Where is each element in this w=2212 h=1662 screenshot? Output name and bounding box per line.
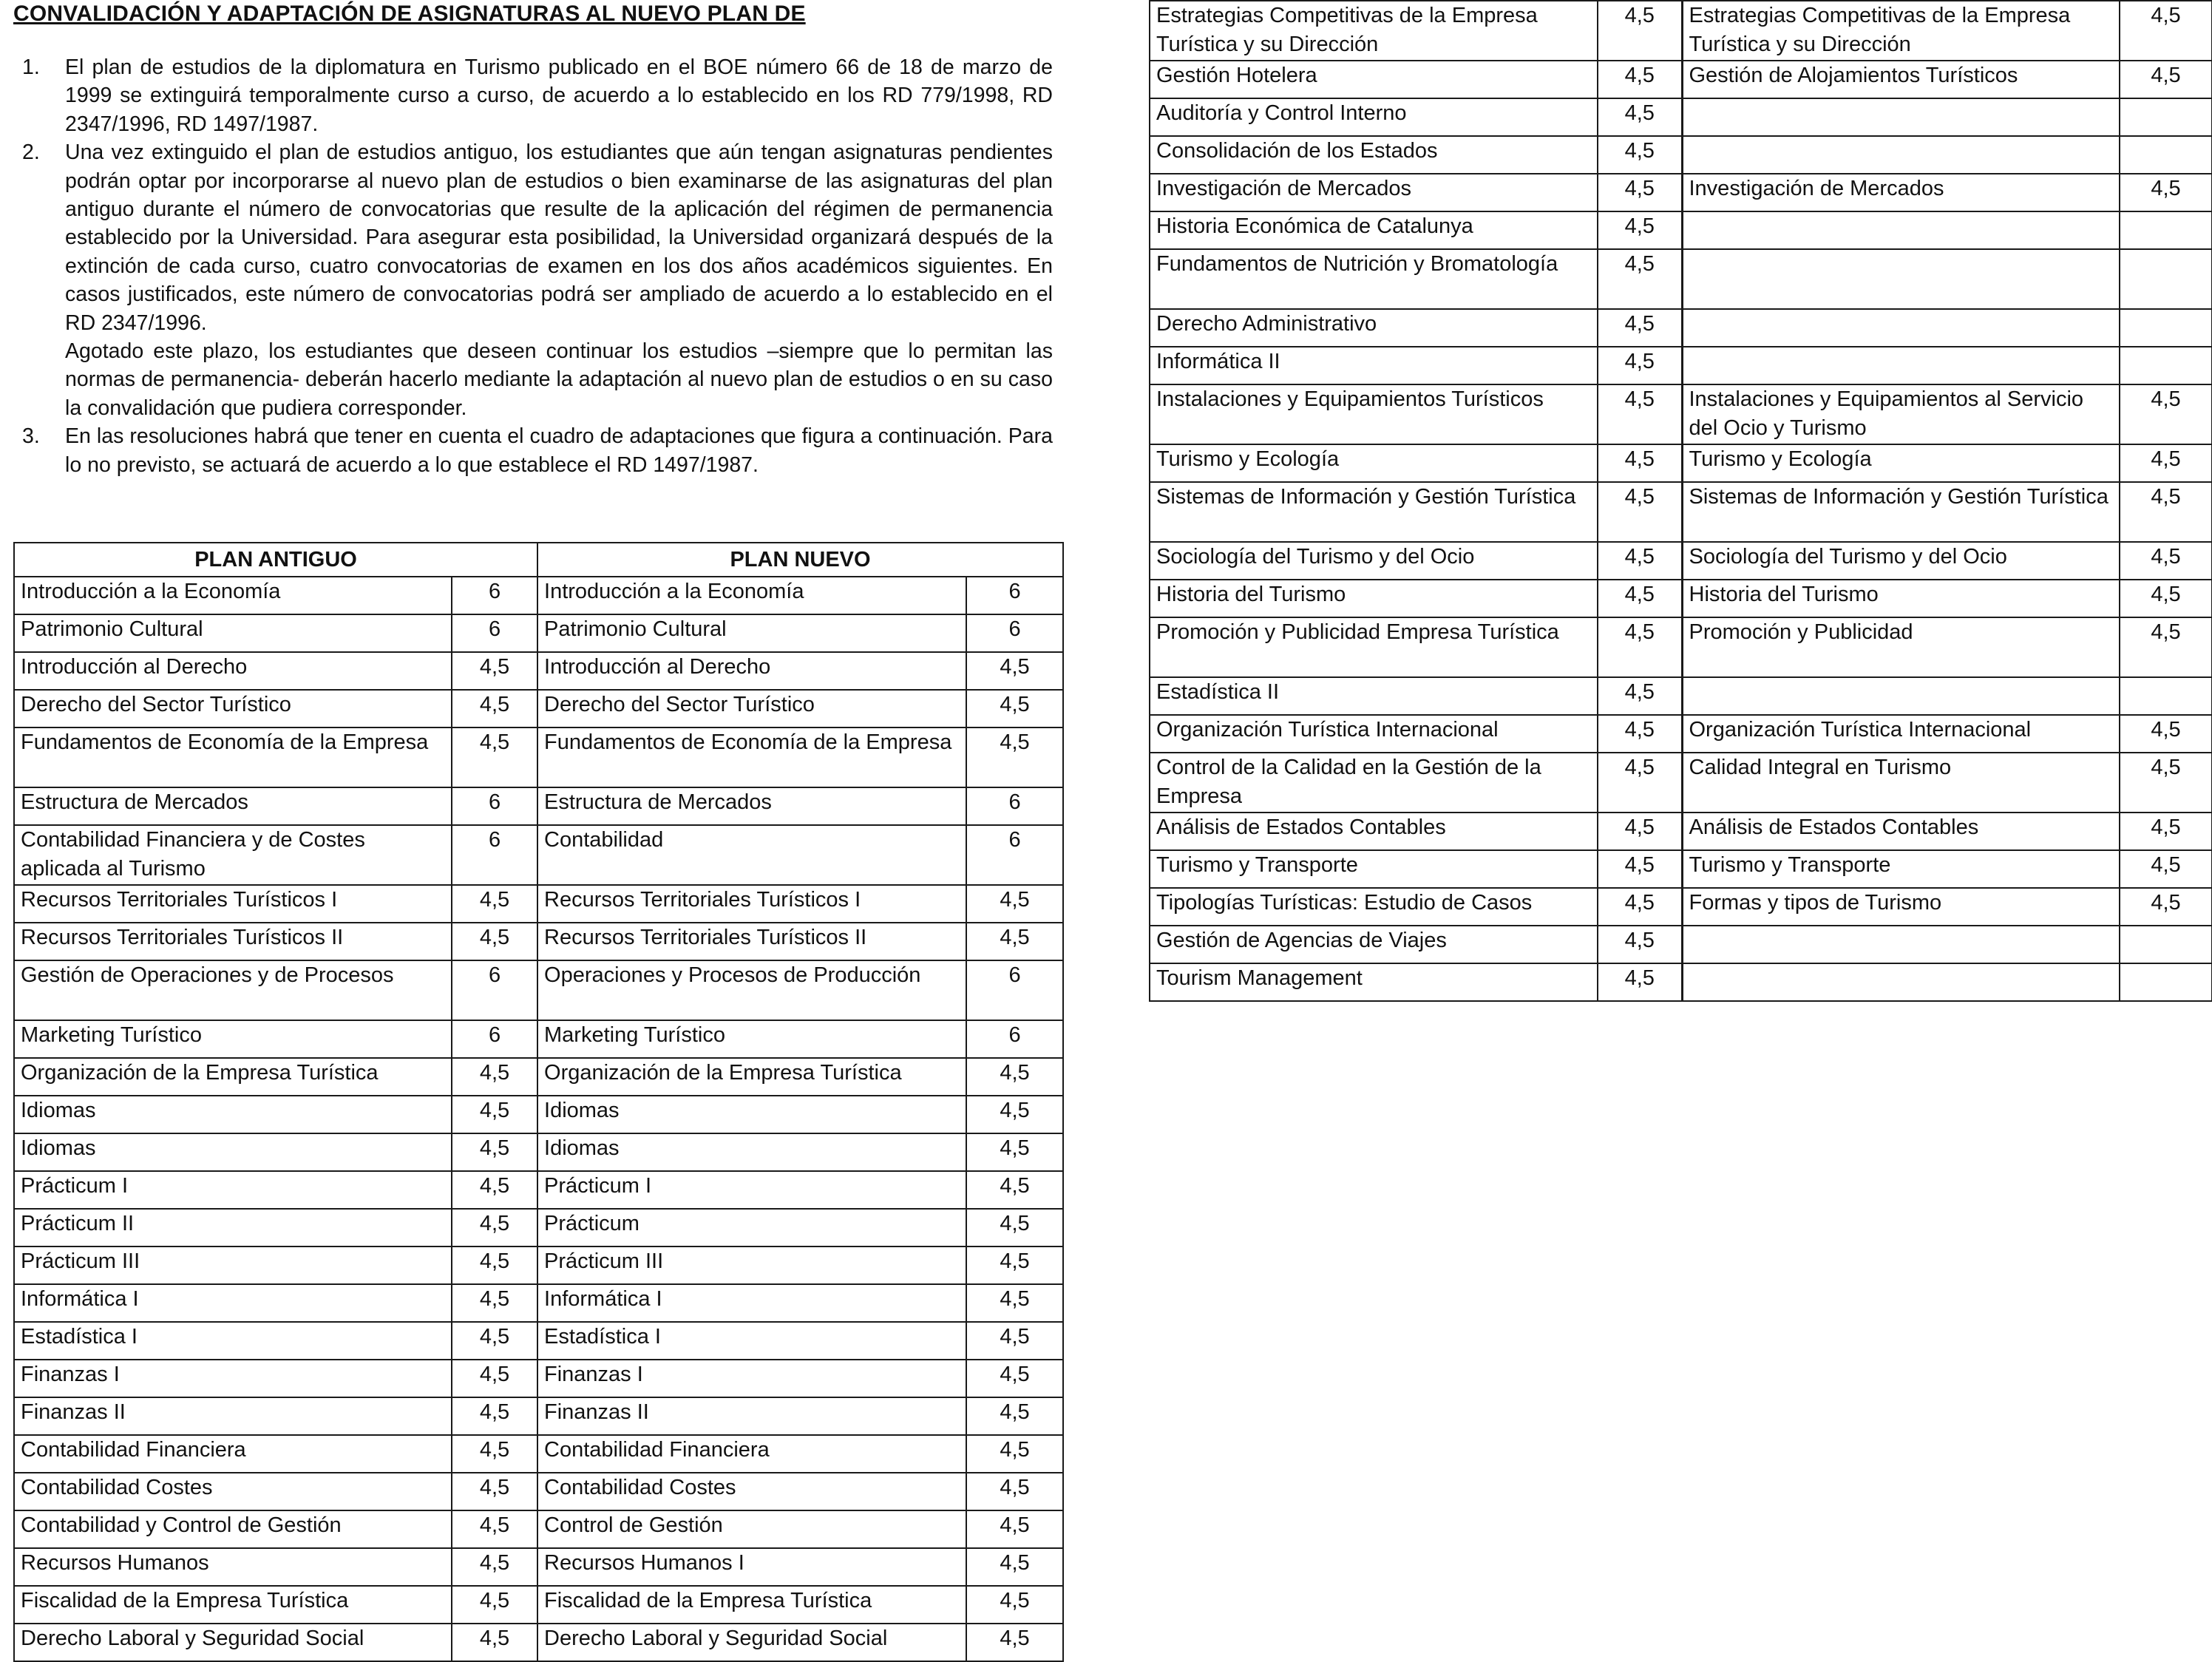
old-credits-cell: 4,5: [452, 885, 537, 923]
table-row: [14, 1586, 1063, 1624]
old-credits-cell: 4,5: [452, 1360, 537, 1397]
old-subject-cell: Investigación de Mercados: [1150, 174, 1598, 211]
table-row: [1150, 347, 2212, 384]
old-credits-cell: 6: [452, 960, 537, 1020]
table-row: [1150, 617, 2212, 677]
new-credits-cell: 4,5: [2120, 888, 2212, 926]
new-subject-cell: Sociología del Turismo y del Ocio: [1682, 542, 2120, 580]
new-subject-cell: [1682, 211, 2120, 249]
old-credits-cell: 4,5: [452, 690, 537, 727]
new-credits-cell: 4,5: [2120, 715, 2212, 753]
new-credits-cell: 4,5: [966, 923, 1063, 960]
table-row: [1150, 753, 2212, 813]
table-row: [1150, 249, 2212, 309]
old-subject-cell: Fundamentos de Nutrición y Bromatología: [1150, 249, 1598, 309]
new-subject-cell: Estadística I: [537, 1322, 966, 1360]
new-credits-cell: [2120, 211, 2212, 249]
adaptation-table-left: [13, 542, 1064, 1662]
new-credits-cell: 4,5: [2120, 753, 2212, 813]
paragraph-number: 2.: [22, 140, 40, 165]
table-row: [14, 1548, 1063, 1586]
old-credits-cell: 4,5: [1598, 347, 1682, 384]
left-table-body: [14, 577, 1063, 1661]
new-credits-cell: 4,5: [966, 1096, 1063, 1133]
new-credits-cell: 4,5: [966, 652, 1063, 690]
table-row: [14, 1435, 1063, 1473]
old-credits-cell: 4,5: [1598, 542, 1682, 580]
old-credits-cell: 6: [452, 577, 537, 614]
old-subject-cell: Promoción y Publicidad Empresa Turística: [1150, 617, 1598, 677]
old-credits-cell: 4,5: [452, 1171, 537, 1209]
old-subject-cell: Introducción al Derecho: [14, 652, 452, 690]
old-subject-cell: Organización Turística Internacional: [1150, 715, 1598, 753]
old-credits-cell: 4,5: [452, 1133, 537, 1171]
new-credits-cell: 4,5: [966, 1360, 1063, 1397]
old-subject-cell: Finanzas II: [14, 1397, 452, 1435]
table-row: [14, 1171, 1063, 1209]
new-credits-cell: [2120, 136, 2212, 174]
new-credits-cell: 6: [966, 825, 1063, 885]
table-row: [14, 727, 1063, 787]
old-subject-cell: Historia Económica de Catalunya: [1150, 211, 1598, 249]
old-subject-cell: Derecho Administrativo: [1150, 309, 1598, 347]
new-subject-cell: Prácticum III: [537, 1246, 966, 1284]
old-credits-cell: 4,5: [1598, 444, 1682, 482]
new-subject-cell: Idiomas: [537, 1096, 966, 1133]
old-credits-cell: 4,5: [1598, 174, 1682, 211]
new-subject-cell: Gestión de Alojamientos Turísticos: [1682, 61, 2120, 98]
table-row: [1150, 444, 2212, 482]
new-credits-cell: 4,5: [966, 1397, 1063, 1435]
old-credits-cell: 4,5: [452, 652, 537, 690]
new-subject-cell: Turismo y Transporte: [1682, 850, 2120, 888]
old-credits-cell: 4,5: [1598, 98, 1682, 136]
table-row: [14, 614, 1063, 652]
old-subject-cell: Informática I: [14, 1284, 452, 1322]
header-plan-antiguo: PLAN ANTIGUO: [14, 543, 537, 577]
new-subject-cell: Finanzas II: [537, 1397, 966, 1435]
old-subject-cell: Gestión de Agencias de Viajes: [1150, 926, 1598, 963]
old-credits-cell: 4,5: [452, 1246, 537, 1284]
old-subject-cell: Patrimonio Cultural: [14, 614, 452, 652]
table-row: [14, 1624, 1063, 1661]
new-subject-cell: Derecho del Sector Turístico: [537, 690, 966, 727]
old-subject-cell: Estrategias Competitivas de la Empresa Turística y su Dirección: [1150, 1, 1598, 61]
new-subject-cell: Prácticum I: [537, 1171, 966, 1209]
table-row: [1150, 542, 2212, 580]
old-subject-cell: Sistemas de Información y Gestión Turística: [1150, 482, 1598, 542]
table-header-row: [14, 543, 1063, 577]
table-row: [14, 1284, 1063, 1322]
new-credits-cell: 4,5: [966, 1246, 1063, 1284]
old-subject-cell: Estructura de Mercados: [14, 787, 452, 825]
new-subject-cell: [1682, 347, 2120, 384]
old-subject-cell: Estadística II: [1150, 677, 1598, 715]
new-subject-cell: [1682, 926, 2120, 963]
old-subject-cell: Idiomas: [14, 1096, 452, 1133]
table-row: [14, 1473, 1063, 1510]
table-row: [1150, 61, 2212, 98]
old-credits-cell: 4,5: [1598, 753, 1682, 813]
old-credits-cell: 6: [452, 825, 537, 885]
table-row: [14, 1058, 1063, 1096]
table-row: [1150, 309, 2212, 347]
table-row: [14, 1397, 1063, 1435]
new-subject-cell: Operaciones y Procesos de Producción: [537, 960, 966, 1020]
old-credits-cell: 4,5: [1598, 813, 1682, 850]
new-credits-cell: 4,5: [966, 1209, 1063, 1246]
new-credits-cell: 4,5: [966, 1322, 1063, 1360]
table-row: [14, 1322, 1063, 1360]
new-credits-cell: 4,5: [966, 1435, 1063, 1473]
header-plan-nuevo: PLAN NUEVO: [537, 543, 1063, 577]
old-subject-cell: Tipologías Turísticas: Estudio de Casos: [1150, 888, 1598, 926]
old-subject-cell: Sociología del Turismo y del Ocio: [1150, 542, 1598, 580]
old-subject-cell: Tourism Management: [1150, 963, 1598, 1001]
old-subject-cell: Idiomas: [14, 1133, 452, 1171]
new-credits-cell: 4,5: [966, 690, 1063, 727]
new-credits-cell: 4,5: [966, 1586, 1063, 1624]
paragraph-number: 1.: [22, 55, 40, 79]
new-credits-cell: 4,5: [2120, 617, 2212, 677]
old-credits-cell: 4,5: [452, 1586, 537, 1624]
new-credits-cell: 4,5: [2120, 813, 2212, 850]
old-credits-cell: 6: [452, 1020, 537, 1058]
new-credits-cell: 4,5: [2120, 850, 2212, 888]
new-credits-cell: [2120, 249, 2212, 309]
old-subject-cell: Gestión de Operaciones y de Procesos: [14, 960, 452, 1020]
document-title: CONVALIDACIÓN Y ADAPTACIÓN DE ASIGNATURAS AL NUEVO PLAN DE: [13, 1, 806, 26]
new-subject-cell: Contabilidad: [537, 825, 966, 885]
table-row: [14, 1246, 1063, 1284]
new-subject-cell: Análisis de Estados Contables: [1682, 813, 2120, 850]
new-subject-cell: Organización de la Empresa Turística: [537, 1058, 966, 1096]
new-subject-cell: Investigación de Mercados: [1682, 174, 2120, 211]
table-row: [1150, 98, 2212, 136]
new-subject-cell: Instalaciones y Equipamientos al Servicio del Ocio y Turismo: [1682, 384, 2120, 444]
old-credits-cell: 4,5: [1598, 309, 1682, 347]
paragraph-item: [13, 138, 1053, 422]
new-subject-cell: Introducción al Derecho: [537, 652, 966, 690]
old-credits-cell: 4,5: [1598, 1, 1682, 61]
old-subject-cell: Auditoría y Control Interno: [1150, 98, 1598, 136]
new-credits-cell: 4,5: [966, 1284, 1063, 1322]
table-row: [1150, 813, 2212, 850]
old-credits-cell: 4,5: [1598, 384, 1682, 444]
old-credits-cell: 4,5: [452, 1397, 537, 1435]
paragraph-text: Una vez extinguido el plan de estudios antiguo, los estudiantes que aún tengan asignaturas pendientes podrán optar por incorporarse al nuevo plan de estudios o bien examinarse de las asignaturas del plan antiguo durante el número de convocatorias que resulte de la aplicación del régimen de permanencia establecido por la Universidad. Para asegurar esta posibilidad, la Universidad organizará después de la extinción de cada curso, cuatro convocatorias de examen en los dos años académicos siguientes. En casos justificados, este número de convocatorias podrá ser ampliado de acuerdo a lo establecido en el RD 2347/1996.: [65, 140, 1053, 335]
table-row: [14, 1096, 1063, 1133]
new-subject-cell: Organización Turística Internacional: [1682, 715, 2120, 753]
intro-paragraphs: [13, 53, 1053, 479]
new-credits-cell: 6: [966, 1020, 1063, 1058]
new-credits-cell: 4,5: [966, 885, 1063, 923]
new-credits-cell: [2120, 309, 2212, 347]
new-subject-cell: Idiomas: [537, 1133, 966, 1171]
old-subject-cell: Prácticum I: [14, 1171, 452, 1209]
table-row: [14, 787, 1063, 825]
old-credits-cell: 4,5: [1598, 715, 1682, 753]
table-row: [14, 885, 1063, 923]
old-credits-cell: 4,5: [452, 1624, 537, 1661]
new-credits-cell: [2120, 963, 2212, 1001]
new-subject-cell: Contabilidad Financiera: [537, 1435, 966, 1473]
new-subject-cell: Recursos Territoriales Turísticos I: [537, 885, 966, 923]
new-credits-cell: 4,5: [2120, 542, 2212, 580]
new-credits-cell: 4,5: [2120, 482, 2212, 542]
old-subject-cell: Turismo y Transporte: [1150, 850, 1598, 888]
table-row: [1150, 174, 2212, 211]
old-credits-cell: 4,5: [1598, 61, 1682, 98]
old-subject-cell: Consolidación de los Estados: [1150, 136, 1598, 174]
old-subject-cell: Historia del Turismo: [1150, 580, 1598, 617]
old-subject-cell: Recursos Humanos: [14, 1548, 452, 1586]
old-subject-cell: Estadística I: [14, 1322, 452, 1360]
table-row: [1150, 211, 2212, 249]
table-row: [1150, 136, 2212, 174]
new-subject-cell: Turismo y Ecología: [1682, 444, 2120, 482]
old-subject-cell: Recursos Territoriales Turísticos II: [14, 923, 452, 960]
new-subject-cell: [1682, 309, 2120, 347]
table-row: [14, 1133, 1063, 1171]
old-credits-cell: 4,5: [1598, 888, 1682, 926]
table-row: [1150, 715, 2212, 753]
old-credits-cell: 4,5: [1598, 963, 1682, 1001]
old-credits-cell: 4,5: [452, 1209, 537, 1246]
old-credits-cell: 4,5: [1598, 136, 1682, 174]
old-subject-cell: Turismo y Ecología: [1150, 444, 1598, 482]
old-credits-cell: 4,5: [452, 1284, 537, 1322]
paragraph-number: 3.: [22, 424, 40, 449]
new-subject-cell: Recursos Humanos I: [537, 1548, 966, 1586]
table-row: [1150, 482, 2212, 542]
new-credits-cell: 4,5: [966, 1058, 1063, 1096]
old-subject-cell: Prácticum II: [14, 1209, 452, 1246]
new-subject-cell: Formas y tipos de Turismo: [1682, 888, 2120, 926]
old-subject-cell: Contabilidad Financiera y de Costes aplicada al Turismo: [14, 825, 452, 885]
new-credits-cell: 4,5: [966, 1510, 1063, 1548]
old-credits-cell: 6: [452, 787, 537, 825]
old-credits-cell: 4,5: [452, 1548, 537, 1586]
table-row: [1150, 677, 2212, 715]
table-row: [14, 1209, 1063, 1246]
old-subject-cell: Contabilidad y Control de Gestión: [14, 1510, 452, 1548]
new-credits-cell: 4,5: [966, 1624, 1063, 1661]
new-subject-cell: Informática I: [537, 1284, 966, 1322]
table-row: [14, 652, 1063, 690]
old-credits-cell: 4,5: [452, 1435, 537, 1473]
old-credits-cell: 4,5: [452, 1510, 537, 1548]
old-subject-cell: Derecho del Sector Turístico: [14, 690, 452, 727]
new-credits-cell: 4,5: [2120, 580, 2212, 617]
table-row: [1150, 850, 2212, 888]
table-row: [1150, 384, 2212, 444]
old-subject-cell: Control de la Calidad en la Gestión de la Empresa: [1150, 753, 1598, 813]
old-credits-cell: 4,5: [452, 1322, 537, 1360]
old-credits-cell: 4,5: [1598, 617, 1682, 677]
new-credits-cell: 4,5: [2120, 444, 2212, 482]
new-subject-cell: Derecho Laboral y Seguridad Social: [537, 1624, 966, 1661]
table-row: [14, 1510, 1063, 1548]
new-subject-cell: Fundamentos de Economía de la Empresa: [537, 727, 966, 787]
adaptation-table-right: [1149, 0, 2212, 1002]
old-subject-cell: Finanzas I: [14, 1360, 452, 1397]
old-subject-cell: Derecho Laboral y Seguridad Social: [14, 1624, 452, 1661]
old-credits-cell: 4,5: [1598, 580, 1682, 617]
old-credits-cell: 4,5: [452, 727, 537, 787]
old-credits-cell: 4,5: [1598, 211, 1682, 249]
new-subject-cell: Estructura de Mercados: [537, 787, 966, 825]
new-credits-cell: 6: [966, 960, 1063, 1020]
new-subject-cell: [1682, 98, 2120, 136]
new-subject-cell: [1682, 136, 2120, 174]
old-subject-cell: Informática II: [1150, 347, 1598, 384]
new-subject-cell: [1682, 249, 2120, 309]
old-credits-cell: 4,5: [452, 1058, 537, 1096]
new-credits-cell: 4,5: [966, 1171, 1063, 1209]
table-row: [14, 923, 1063, 960]
old-credits-cell: 4,5: [1598, 249, 1682, 309]
old-subject-cell: Contabilidad Financiera: [14, 1435, 452, 1473]
new-credits-cell: [2120, 926, 2212, 963]
table-row: [14, 1020, 1063, 1058]
old-subject-cell: Prácticum III: [14, 1246, 452, 1284]
paragraph-text: El plan de estudios de la diplomatura en Turismo publicado en el BOE número 66 de 18 de marzo de 1999 se extinguirá temporalmente curso a curso, de acuerdo a lo establecido en los RD 779/1998, RD 2347/1996, RD 1497/1987.: [65, 55, 1053, 136]
new-subject-cell: Prácticum: [537, 1209, 966, 1246]
new-credits-cell: 4,5: [966, 727, 1063, 787]
old-credits-cell: 4,5: [1598, 850, 1682, 888]
old-subject-cell: Organización de la Empresa Turística: [14, 1058, 452, 1096]
old-subject-cell: Instalaciones y Equipamientos Turísticos: [1150, 384, 1598, 444]
table-row: [14, 825, 1063, 885]
old-subject-cell: Recursos Territoriales Turísticos I: [14, 885, 452, 923]
new-subject-cell: Control de Gestión: [537, 1510, 966, 1548]
old-credits-cell: 4,5: [1598, 677, 1682, 715]
old-subject-cell: Gestión Hotelera: [1150, 61, 1598, 98]
table-row: [14, 960, 1063, 1020]
new-subject-cell: Sistemas de Información y Gestión Turística: [1682, 482, 2120, 542]
table-row: [1150, 963, 2212, 1001]
old-subject-cell: Fundamentos de Economía de la Empresa: [14, 727, 452, 787]
new-credits-cell: 4,5: [2120, 1, 2212, 61]
table-row: [1150, 926, 2212, 963]
new-credits-cell: 4,5: [2120, 174, 2212, 211]
paragraph-item: [13, 53, 1053, 138]
old-subject-cell: Marketing Turístico: [14, 1020, 452, 1058]
new-subject-cell: Contabilidad Costes: [537, 1473, 966, 1510]
old-credits-cell: 4,5: [452, 1473, 537, 1510]
new-credits-cell: 6: [966, 577, 1063, 614]
old-credits-cell: 4,5: [1598, 482, 1682, 542]
right-table-body: [1150, 1, 2212, 1001]
new-subject-cell: Marketing Turístico: [537, 1020, 966, 1058]
new-subject-cell: Recursos Territoriales Turísticos II: [537, 923, 966, 960]
old-subject-cell: Fiscalidad de la Empresa Turística: [14, 1586, 452, 1624]
new-credits-cell: 4,5: [2120, 384, 2212, 444]
table-row: [1150, 888, 2212, 926]
new-subject-cell: [1682, 963, 2120, 1001]
new-subject-cell: Introducción a la Economía: [537, 577, 966, 614]
new-subject-cell: Patrimonio Cultural: [537, 614, 966, 652]
table-row: [14, 690, 1063, 727]
old-subject-cell: Análisis de Estados Contables: [1150, 813, 1598, 850]
new-credits-cell: [2120, 98, 2212, 136]
new-credits-cell: 6: [966, 787, 1063, 825]
new-credits-cell: 4,5: [966, 1133, 1063, 1171]
table-row: [1150, 1, 2212, 61]
old-credits-cell: 4,5: [1598, 926, 1682, 963]
table-row: [14, 1360, 1063, 1397]
new-credits-cell: 4,5: [2120, 61, 2212, 98]
old-credits-cell: 4,5: [452, 1096, 537, 1133]
new-subject-cell: Finanzas I: [537, 1360, 966, 1397]
new-credits-cell: [2120, 347, 2212, 384]
table-row: [14, 577, 1063, 614]
new-credits-cell: 4,5: [966, 1473, 1063, 1510]
paragraph-text: Agotado este plazo, los estudiantes que deseen continuar los estudios –siempre que lo permitan las normas de permanencia- deberán hacerlo mediante la adaptación al nuevo plan de estudios o en su caso la convalidación que pudiera corresponder.: [65, 339, 1053, 420]
paragraph-text: En las resoluciones habrá que tener en cuenta el cuadro de adaptaciones que figura a continuación. Para lo no previsto, se actuará de acuerdo a lo que establece el RD 1497/1987.: [65, 424, 1053, 477]
old-subject-cell: Contabilidad Costes: [14, 1473, 452, 1510]
new-subject-cell: Estrategias Competitivas de la Empresa Turística y su Dirección: [1682, 1, 2120, 61]
table-row: [1150, 580, 2212, 617]
new-subject-cell: Fiscalidad de la Empresa Turística: [537, 1586, 966, 1624]
old-credits-cell: 6: [452, 614, 537, 652]
new-subject-cell: [1682, 677, 2120, 715]
new-subject-cell: Promoción y Publicidad: [1682, 617, 2120, 677]
new-subject-cell: Historia del Turismo: [1682, 580, 2120, 617]
old-subject-cell: Introducción a la Economía: [14, 577, 452, 614]
new-credits-cell: 6: [966, 614, 1063, 652]
new-credits-cell: [2120, 677, 2212, 715]
new-credits-cell: 4,5: [966, 1548, 1063, 1586]
paragraph-item: [13, 422, 1053, 479]
new-subject-cell: Calidad Integral en Turismo: [1682, 753, 2120, 813]
old-credits-cell: 4,5: [452, 923, 537, 960]
